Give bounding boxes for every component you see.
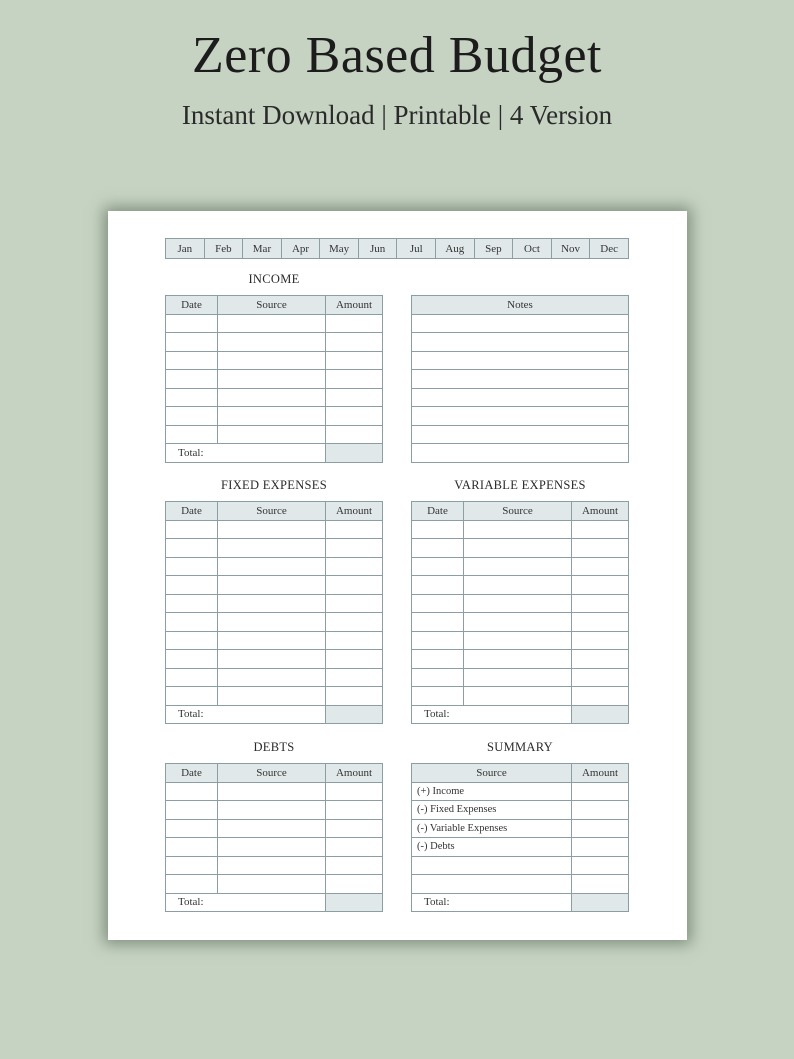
amount-cell[interactable]: [326, 668, 383, 687]
date-cell[interactable]: [412, 557, 464, 576]
total-row: [412, 893, 629, 912]
notes-row: [412, 407, 629, 426]
header-row: [166, 296, 383, 315]
date-cell[interactable]: [412, 613, 464, 632]
summary-amount-cell[interactable]: [572, 856, 629, 875]
summary-amount-cell[interactable]: [572, 782, 629, 801]
date-cell[interactable]: [166, 407, 218, 426]
notes-line[interactable]: [412, 351, 629, 370]
notes-line[interactable]: [412, 333, 629, 352]
month-selector: [165, 238, 629, 259]
summary-label: (-) Debts: [412, 838, 572, 857]
total-row: [166, 444, 383, 463]
debts-table: [165, 763, 383, 912]
source-cell[interactable]: [464, 668, 572, 687]
source-cell[interactable]: [218, 333, 326, 352]
income-title: INCOME: [248, 272, 300, 286]
source-cell[interactable]: [218, 539, 326, 558]
source-cell[interactable]: [218, 314, 326, 333]
amount-cell[interactable]: [572, 557, 629, 576]
amount-cell[interactable]: [572, 687, 629, 706]
month-jul[interactable]: Jul: [397, 239, 436, 258]
summary-title: SUMMARY: [486, 740, 553, 754]
amount-cell[interactable]: [326, 856, 383, 875]
col-amount-header: Amount: [326, 764, 383, 783]
amount-cell[interactable]: [572, 576, 629, 595]
total-amount-cell[interactable]: [572, 893, 629, 912]
date-cell[interactable]: [166, 631, 218, 650]
table-row: [166, 314, 383, 333]
notes-row: [412, 370, 629, 389]
table-row: [166, 631, 383, 650]
source-cell[interactable]: [218, 819, 326, 838]
source-cell[interactable]: [218, 388, 326, 407]
summary-amount-cell[interactable]: [572, 838, 629, 857]
col-amount-header: Amount: [572, 764, 629, 783]
source-cell[interactable]: [464, 594, 572, 613]
fixed-expenses-table: [165, 501, 383, 724]
date-cell[interactable]: [166, 333, 218, 352]
summary-row: [412, 819, 629, 838]
notes-line[interactable]: [412, 444, 629, 463]
amount-cell[interactable]: [326, 631, 383, 650]
date-cell[interactable]: [166, 687, 218, 706]
col-amount-header: Amount: [326, 296, 383, 315]
table-row: [412, 668, 629, 687]
source-cell[interactable]: [218, 631, 326, 650]
total-amount-cell[interactable]: [326, 705, 383, 724]
table-row: [166, 351, 383, 370]
amount-cell[interactable]: [572, 520, 629, 539]
notes-row: [412, 444, 629, 463]
summary-row: [412, 782, 629, 801]
fixed-expenses-title: FIXED EXPENSES: [221, 478, 327, 492]
amount-cell[interactable]: [326, 333, 383, 352]
total-amount-cell[interactable]: [572, 705, 629, 724]
table-row: [166, 557, 383, 576]
date-cell[interactable]: [166, 819, 218, 838]
date-cell[interactable]: [166, 388, 218, 407]
table-row: [166, 407, 383, 426]
variable-expenses-table: [411, 501, 629, 724]
table-row: [166, 819, 383, 838]
amount-cell[interactable]: [572, 594, 629, 613]
date-cell[interactable]: [166, 557, 218, 576]
date-cell[interactable]: [166, 314, 218, 333]
source-cell[interactable]: [218, 838, 326, 857]
table-row: [166, 613, 383, 632]
source-cell[interactable]: [464, 539, 572, 558]
amount-cell[interactable]: [326, 687, 383, 706]
notes-line[interactable]: [412, 314, 629, 333]
month-mar[interactable]: Mar: [243, 239, 282, 258]
amount-cell[interactable]: [326, 557, 383, 576]
amount-cell[interactable]: [326, 425, 383, 444]
table-row: [412, 594, 629, 613]
total-row: [166, 705, 383, 724]
date-cell[interactable]: [166, 613, 218, 632]
table-row: [412, 539, 629, 558]
amount-cell[interactable]: [326, 782, 383, 801]
date-cell[interactable]: [412, 594, 464, 613]
table-row: [166, 838, 383, 857]
summary-row: [412, 856, 629, 875]
source-cell[interactable]: [218, 425, 326, 444]
source-cell[interactable]: [464, 576, 572, 595]
summary-label: (-) Fixed Expenses: [412, 801, 572, 820]
date-cell[interactable]: [166, 520, 218, 539]
source-cell[interactable]: [218, 594, 326, 613]
month-dec[interactable]: Dec: [590, 239, 628, 258]
notes-row: [412, 351, 629, 370]
notes-line[interactable]: [412, 370, 629, 389]
date-cell[interactable]: [166, 351, 218, 370]
amount-cell[interactable]: [326, 650, 383, 669]
col-source-header: Source: [218, 764, 326, 783]
amount-cell[interactable]: [326, 351, 383, 370]
table-row: [412, 557, 629, 576]
summary-label: [412, 856, 572, 875]
date-cell[interactable]: [166, 539, 218, 558]
notes-row: [412, 314, 629, 333]
source-cell[interactable]: [464, 520, 572, 539]
amount-cell[interactable]: [572, 668, 629, 687]
amount-cell[interactable]: [572, 539, 629, 558]
month-jan[interactable]: Jan: [166, 239, 205, 258]
table-row: [166, 370, 383, 389]
source-cell[interactable]: [218, 351, 326, 370]
date-cell[interactable]: [412, 631, 464, 650]
source-cell[interactable]: [218, 687, 326, 706]
amount-cell[interactable]: [326, 370, 383, 389]
notes-row: [412, 388, 629, 407]
amount-cell[interactable]: [572, 613, 629, 632]
header-row: [412, 296, 629, 315]
notes-row: [412, 425, 629, 444]
amount-cell[interactable]: [572, 650, 629, 669]
table-row: [412, 520, 629, 539]
date-cell[interactable]: [166, 370, 218, 389]
amount-cell[interactable]: [326, 388, 383, 407]
total-label: Total:: [166, 893, 326, 912]
notes-line[interactable]: [412, 425, 629, 444]
table-row: [412, 687, 629, 706]
source-cell[interactable]: [218, 370, 326, 389]
table-row: [166, 520, 383, 539]
amount-cell[interactable]: [326, 613, 383, 632]
summary-row: [412, 875, 629, 894]
month-apr[interactable]: Apr: [282, 239, 321, 258]
date-cell[interactable]: [166, 856, 218, 875]
header-row: [412, 502, 629, 521]
amount-cell[interactable]: [326, 838, 383, 857]
table-row: [166, 425, 383, 444]
month-jun[interactable]: Jun: [359, 239, 398, 258]
source-cell[interactable]: [218, 520, 326, 539]
source-cell[interactable]: [464, 613, 572, 632]
source-cell[interactable]: [218, 650, 326, 669]
notes-row: [412, 333, 629, 352]
amount-cell[interactable]: [326, 801, 383, 820]
col-date-header: Date: [412, 502, 464, 521]
source-cell[interactable]: [218, 875, 326, 894]
date-cell[interactable]: [166, 650, 218, 669]
date-cell[interactable]: [166, 668, 218, 687]
summary-row: [412, 801, 629, 820]
date-cell[interactable]: [412, 576, 464, 595]
page-subtitle: Instant Download | Printable | 4 Version: [181, 100, 613, 130]
header-row: [166, 502, 383, 521]
amount-cell[interactable]: [326, 407, 383, 426]
page-title: Zero Based Budget: [192, 27, 602, 84]
summary-label: (+) Income: [412, 782, 572, 801]
source-cell[interactable]: [218, 782, 326, 801]
total-label: Total:: [412, 893, 572, 912]
date-cell[interactable]: [166, 875, 218, 894]
date-cell[interactable]: [412, 668, 464, 687]
table-row: [412, 613, 629, 632]
summary-amount-cell[interactable]: [572, 819, 629, 838]
table-row: [166, 333, 383, 352]
amount-cell[interactable]: [326, 594, 383, 613]
summary-label: [412, 875, 572, 894]
amount-cell[interactable]: [326, 875, 383, 894]
summary-amount-cell[interactable]: [572, 875, 629, 894]
header-row: [412, 764, 629, 783]
table-row: [166, 668, 383, 687]
date-cell[interactable]: [166, 425, 218, 444]
date-cell[interactable]: [412, 520, 464, 539]
source-cell[interactable]: [464, 631, 572, 650]
table-row: [412, 650, 629, 669]
header-row: [166, 764, 383, 783]
col-source-header: Source: [412, 764, 572, 783]
total-label: Total:: [166, 705, 326, 724]
notes-header: Notes: [412, 296, 629, 315]
summary-amount-cell[interactable]: [572, 801, 629, 820]
month-sep[interactable]: Sep: [475, 239, 514, 258]
table-row: [166, 650, 383, 669]
table-row: [166, 576, 383, 595]
date-cell[interactable]: [166, 838, 218, 857]
month-may[interactable]: May: [320, 239, 359, 258]
date-cell[interactable]: [166, 801, 218, 820]
month-oct[interactable]: Oct: [513, 239, 552, 258]
amount-cell[interactable]: [326, 819, 383, 838]
table-row: [412, 576, 629, 595]
source-cell[interactable]: [218, 407, 326, 426]
source-cell[interactable]: [218, 576, 326, 595]
month-nov[interactable]: Nov: [552, 239, 591, 258]
table-row: [166, 539, 383, 558]
amount-cell[interactable]: [326, 520, 383, 539]
notes-line[interactable]: [412, 388, 629, 407]
table-row: [166, 875, 383, 894]
amount-cell[interactable]: [572, 631, 629, 650]
amount-cell[interactable]: [326, 314, 383, 333]
col-source-header: Source: [464, 502, 572, 521]
amount-cell[interactable]: [326, 539, 383, 558]
source-cell[interactable]: [218, 668, 326, 687]
col-amount-header: Amount: [572, 502, 629, 521]
col-date-header: Date: [166, 296, 218, 315]
summary-row: [412, 838, 629, 857]
source-cell[interactable]: [218, 613, 326, 632]
notes-line[interactable]: [412, 407, 629, 426]
debts-title: DEBTS: [253, 740, 295, 754]
date-cell[interactable]: [166, 576, 218, 595]
col-amount-header: Amount: [326, 502, 383, 521]
date-cell[interactable]: [166, 782, 218, 801]
col-source-header: Source: [218, 502, 326, 521]
notes-table: [411, 295, 629, 463]
table-row: [412, 631, 629, 650]
total-amount-cell[interactable]: [326, 893, 383, 912]
source-cell[interactable]: [218, 856, 326, 875]
month-aug[interactable]: Aug: [436, 239, 475, 258]
table-row: [166, 388, 383, 407]
table-row: [166, 801, 383, 820]
table-row: [166, 594, 383, 613]
amount-cell[interactable]: [326, 576, 383, 595]
col-date-header: Date: [166, 502, 218, 521]
source-cell[interactable]: [464, 687, 572, 706]
income-table: [165, 295, 383, 463]
total-row: [166, 893, 383, 912]
budget-sheet: [108, 211, 687, 940]
source-cell[interactable]: [464, 557, 572, 576]
table-row: [166, 687, 383, 706]
summary-label: (-) Variable Expenses: [412, 819, 572, 838]
total-label: Total:: [166, 444, 326, 463]
col-source-header: Source: [218, 296, 326, 315]
col-date-header: Date: [166, 764, 218, 783]
total-label: Total:: [412, 705, 572, 724]
table-row: [166, 856, 383, 875]
date-cell[interactable]: [412, 650, 464, 669]
variable-expenses-title: VARIABLE EXPENSES: [454, 478, 586, 492]
total-amount-cell[interactable]: [326, 444, 383, 463]
date-cell[interactable]: [412, 539, 464, 558]
source-cell[interactable]: [464, 650, 572, 669]
month-feb[interactable]: Feb: [205, 239, 244, 258]
summary-table: [411, 763, 629, 912]
table-row: [166, 782, 383, 801]
source-cell[interactable]: [218, 801, 326, 820]
date-cell[interactable]: [412, 687, 464, 706]
source-cell[interactable]: [218, 557, 326, 576]
total-row: [412, 705, 629, 724]
date-cell[interactable]: [166, 594, 218, 613]
